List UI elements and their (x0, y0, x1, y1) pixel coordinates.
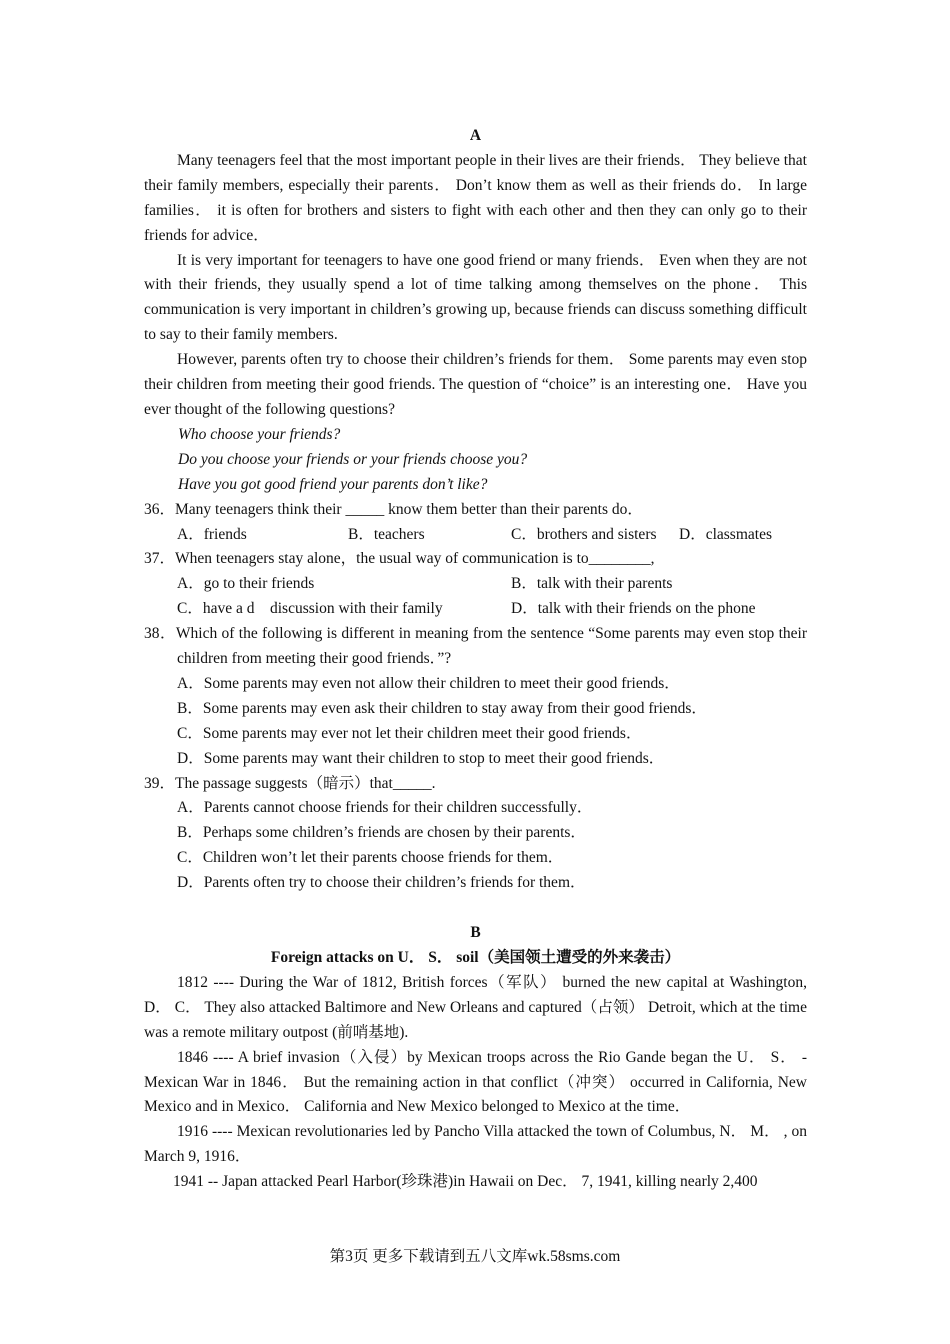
option: A．go to their friends (177, 575, 315, 593)
paragraph: 1846 ---- A brief invasion（入侵）by Mexican troops across the Rio Gande began the U． S． - Mexican War in 1846． But the remaining action in that conflict（冲突） occurred in California, New Mexico and in Mexico． California and New Mexico belonged to Mexico at the time． (144, 1048, 807, 1116)
paragraph: 1941 -- Japan attacked Pearl Harbor(珍珠港)in Hawaii on Dec． 7, 1941, killing nearly 2,400 (173, 1173, 758, 1191)
question-36-options (144, 523, 807, 548)
section-b-title: Foreign attacks on U． S． soil（美国领土遭受的外来袭击） (270, 949, 681, 966)
paragraph: 1812 ---- During the War of 1812, British forces（军队） burned the new capital at Washington, D． C． They also attacked Baltimore and New Orleans and captured（占领） Detroit, which at the time was a remote military outpost (前哨基地). (144, 973, 807, 1041)
question-37-options-row1 (144, 572, 807, 597)
document-page (144, 124, 807, 1195)
paragraph: 1916 ---- Mexican revolutionaries led by Pancho Villa attacked the town of Columbus, N． M． , on March 9, 1916． (144, 1123, 807, 1166)
option: C．brothers and sisters (511, 525, 657, 543)
section-a-heading: A (469, 127, 482, 144)
option: C．Some parents may ever not let their children meet their good friends． (177, 724, 642, 742)
italic-question: Have you got good friend your parents don’t like? (178, 475, 488, 493)
question-39-stem: 39．The passage suggests（暗示）that_____. (144, 774, 436, 792)
option: B．teachers (348, 525, 425, 543)
option: B．talk with their parents (511, 575, 673, 593)
option: C．have a d discussion with their family (177, 600, 443, 618)
question-37-stem: 37．When teenagers stay alone，the usual way of communication is to________, (144, 550, 655, 568)
page-footer: 第3页 更多下载请到五八文库wk.58sms.com (329, 1248, 621, 1265)
section-b-heading: B (470, 924, 481, 942)
option: D．classmates (679, 525, 772, 543)
option: A．Some parents may even not allow their children to meet their good friends． (177, 674, 680, 692)
paragraph: Many teenagers feel that the most important people in their lives are their friends． They believe that their family members, especially their parents． Don’t know them as well as their friends do． In large families． it is often for brothers and sisters to fight with each other and then they can only go to their friends for advice． (144, 151, 807, 244)
paragraph: It is very important for teenagers to have one good friend or many friends． Even when they are not with their friends, they usually spend a lot of time talking among themselves on the phone． This communication is very important in children’s growing up, because friends can discuss something difficult to say to their family members. (144, 251, 807, 344)
paragraph: However, parents often try to choose their children’s friends for them． Some parents may even stop their children from meeting their good friends. The question of “choice” is an interesting one． Have you ever thought of the following questions? (144, 351, 807, 418)
question-37-options-row2 (144, 597, 807, 622)
italic-question: Who choose your friends? (178, 425, 341, 443)
option: C．Children won’t let their parents choose friends for them． (177, 849, 564, 867)
option: D．talk with their friends on the phone (511, 600, 756, 618)
option: A．friends (177, 525, 247, 543)
question-38-stem: 38．Which of the following is different in meaning from the sentence “Some parents may even stop their children from meeting their good friends．”? (144, 625, 807, 668)
question-36-stem: 36．Many teenagers think their _____ know them better than their parents do． (144, 500, 643, 518)
section-spacer (144, 896, 807, 921)
option: B．Some parents may even ask their children to stay away from their good friends． (177, 699, 707, 717)
option: A．Parents cannot choose friends for their children successfully． (177, 799, 593, 817)
option: D．Parents often try to choose their children’s friends for them． (177, 874, 586, 892)
option: D．Some parents may want their children to stop to meet their good friends． (177, 749, 665, 767)
italic-question: Do you choose your friends or your friends choose you? (178, 450, 528, 468)
option: B．Perhaps some children’s friends are chosen by their parents． (177, 824, 586, 842)
